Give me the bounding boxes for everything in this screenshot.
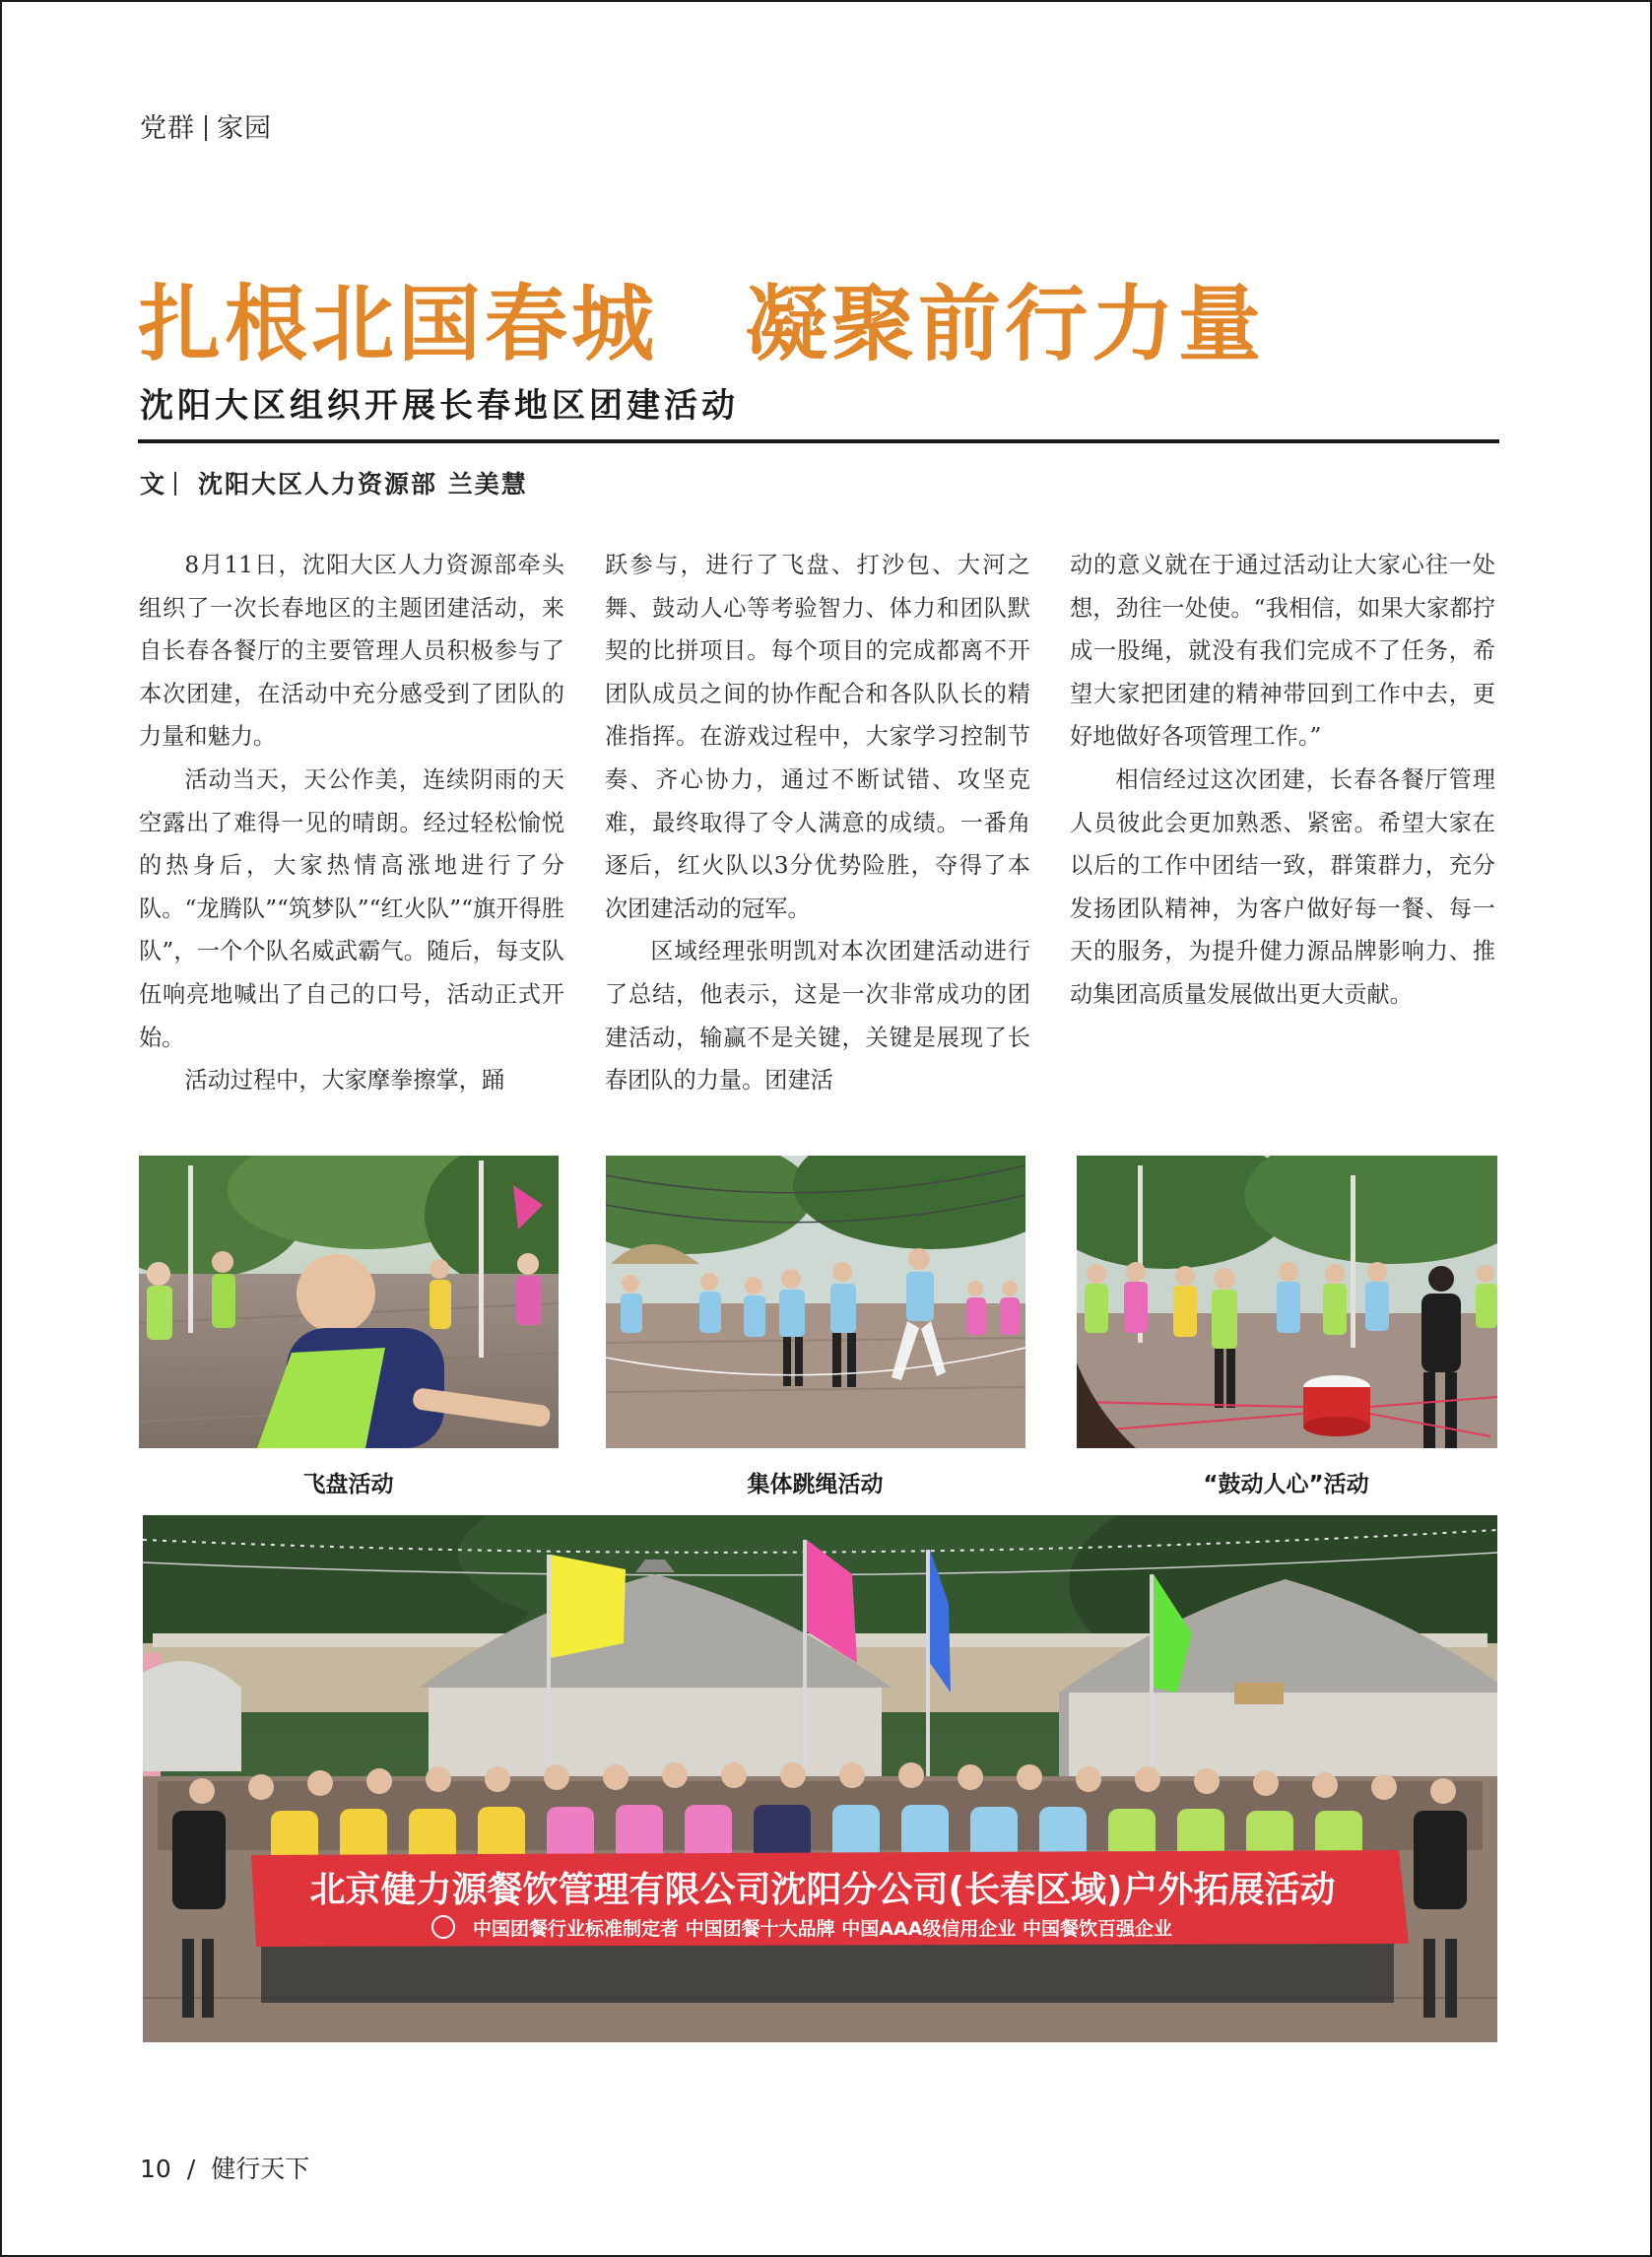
subsection-name: 家园 — [217, 113, 272, 144]
photo-group-image — [143, 1515, 1497, 2042]
photo-drum-game — [1077, 1156, 1497, 1448]
paragraph: 区域经理张明凯对本次团建活动进行了总结，他表示，这是一次非常成功的团建活动，输赢不是关键，关键是展现了长春团队的力量。团建活 — [605, 938, 1030, 1095]
article-column-2 — [605, 544, 1030, 1102]
photo-jump-rope-image — [606, 1156, 1025, 1448]
photo-frisbee — [139, 1156, 559, 1448]
group-banner — [251, 1850, 1409, 1947]
page-footer — [140, 2150, 309, 2185]
article-column-1 — [139, 544, 564, 1102]
caption-drum-game: “鼓动人心”活动 — [1203, 1472, 1369, 1497]
byline-author: 沈阳大区人力资源部 兰美慧 — [198, 470, 528, 498]
paragraph-continued: 动的意义就在于通过活动让大家心往一处想，劲往一处使。“我相信，如果大家都拧成一股绳，就没有我们完成不了任务，希望大家把团建的精神带回到工作中去，更好地做好各项管理工作。” — [1070, 552, 1495, 751]
paragraph: 8月11日，沈阳大区人力资源部牵头组织了一次长春地区的主题团建活动，来自长春各餐厅的主要管理人员积极参与了本次团建，在活动中充分感受到了团队的力量和魅力。 — [139, 552, 564, 751]
publication-name: 健行天下 — [211, 2155, 310, 2183]
section-separator — [205, 115, 207, 141]
page-number: 10 — [140, 2155, 171, 2183]
title-rule — [138, 439, 1499, 443]
article-column-3 — [1070, 544, 1495, 1017]
banner-sub-text: 中国团餐行业标准制定者 中国团餐十大品牌 中国AAA级信用企业 中国餐饮百强企业 — [473, 1918, 1172, 1940]
paragraph: 相信经过这次团建，长春各餐厅管理人员彼此会更加熟悉、紧密。希望大家在以后的工作中团结一致，群策群力，充分发扬团队精神，为客户做好每一餐、每一天的服务，为提升健力源品牌影响力、推动集团高质量发展做出更大贡献。 — [1070, 765, 1495, 1008]
section-name: 党群 — [140, 113, 195, 144]
photo-drum-game-image — [1077, 1156, 1497, 1448]
section-label — [140, 106, 272, 145]
article-title: 扎根北国春城 凝聚前行力量 — [138, 275, 1266, 372]
photo-group — [143, 1515, 1497, 2042]
article-subtitle: 沈阳大区组织开展长春地区团建活动 — [140, 386, 739, 426]
paragraph: 活动当天，天公作美，连续阴雨的天空露出了难得一见的晴朗。经过轻松愉悦的热身后，大家热情高涨地进行了分队。“龙腾队”“筑梦队”“红火队”“旗开得胜队”，一个个队名威武霸气。随后，每支队伍响亮地喊出了自己的口号，活动正式开始。 — [139, 765, 564, 1051]
caption-frisbee: 飞盘活动 — [302, 1472, 394, 1497]
photo-jump-rope — [606, 1156, 1025, 1448]
caption-jump-rope: 集体跳绳活动 — [747, 1472, 884, 1497]
banner-main-text: 北京健力源餐饮管理有限公司沈阳分公司(长春区域)户外拓展活动 — [309, 1870, 1336, 1910]
paragraph-continued: 跃参与，进行了飞盘、打沙包、大河之舞、鼓动人心等考验智力、体力和团队默契的比拼项目。每个项目的完成都离不开团队成员之间的协作配合和各队队长的精准指挥。在游戏过程中，大家学习控制节奏、齐心协力，通过不断试错、攻坚克难，最终取得了令人满意的成绩。一番角逐后，红火队以3分优势险胜，夺得了本次团建活动的冠军。 — [605, 552, 1030, 922]
footer-separator: / — [186, 2155, 196, 2183]
photo-frisbee-image — [139, 1156, 559, 1448]
byline-separator — [174, 472, 176, 496]
byline — [140, 465, 528, 500]
byline-prefix: 文 — [140, 470, 167, 498]
paragraph: 活动过程中，大家摩拳擦掌，踊 — [184, 1067, 505, 1095]
